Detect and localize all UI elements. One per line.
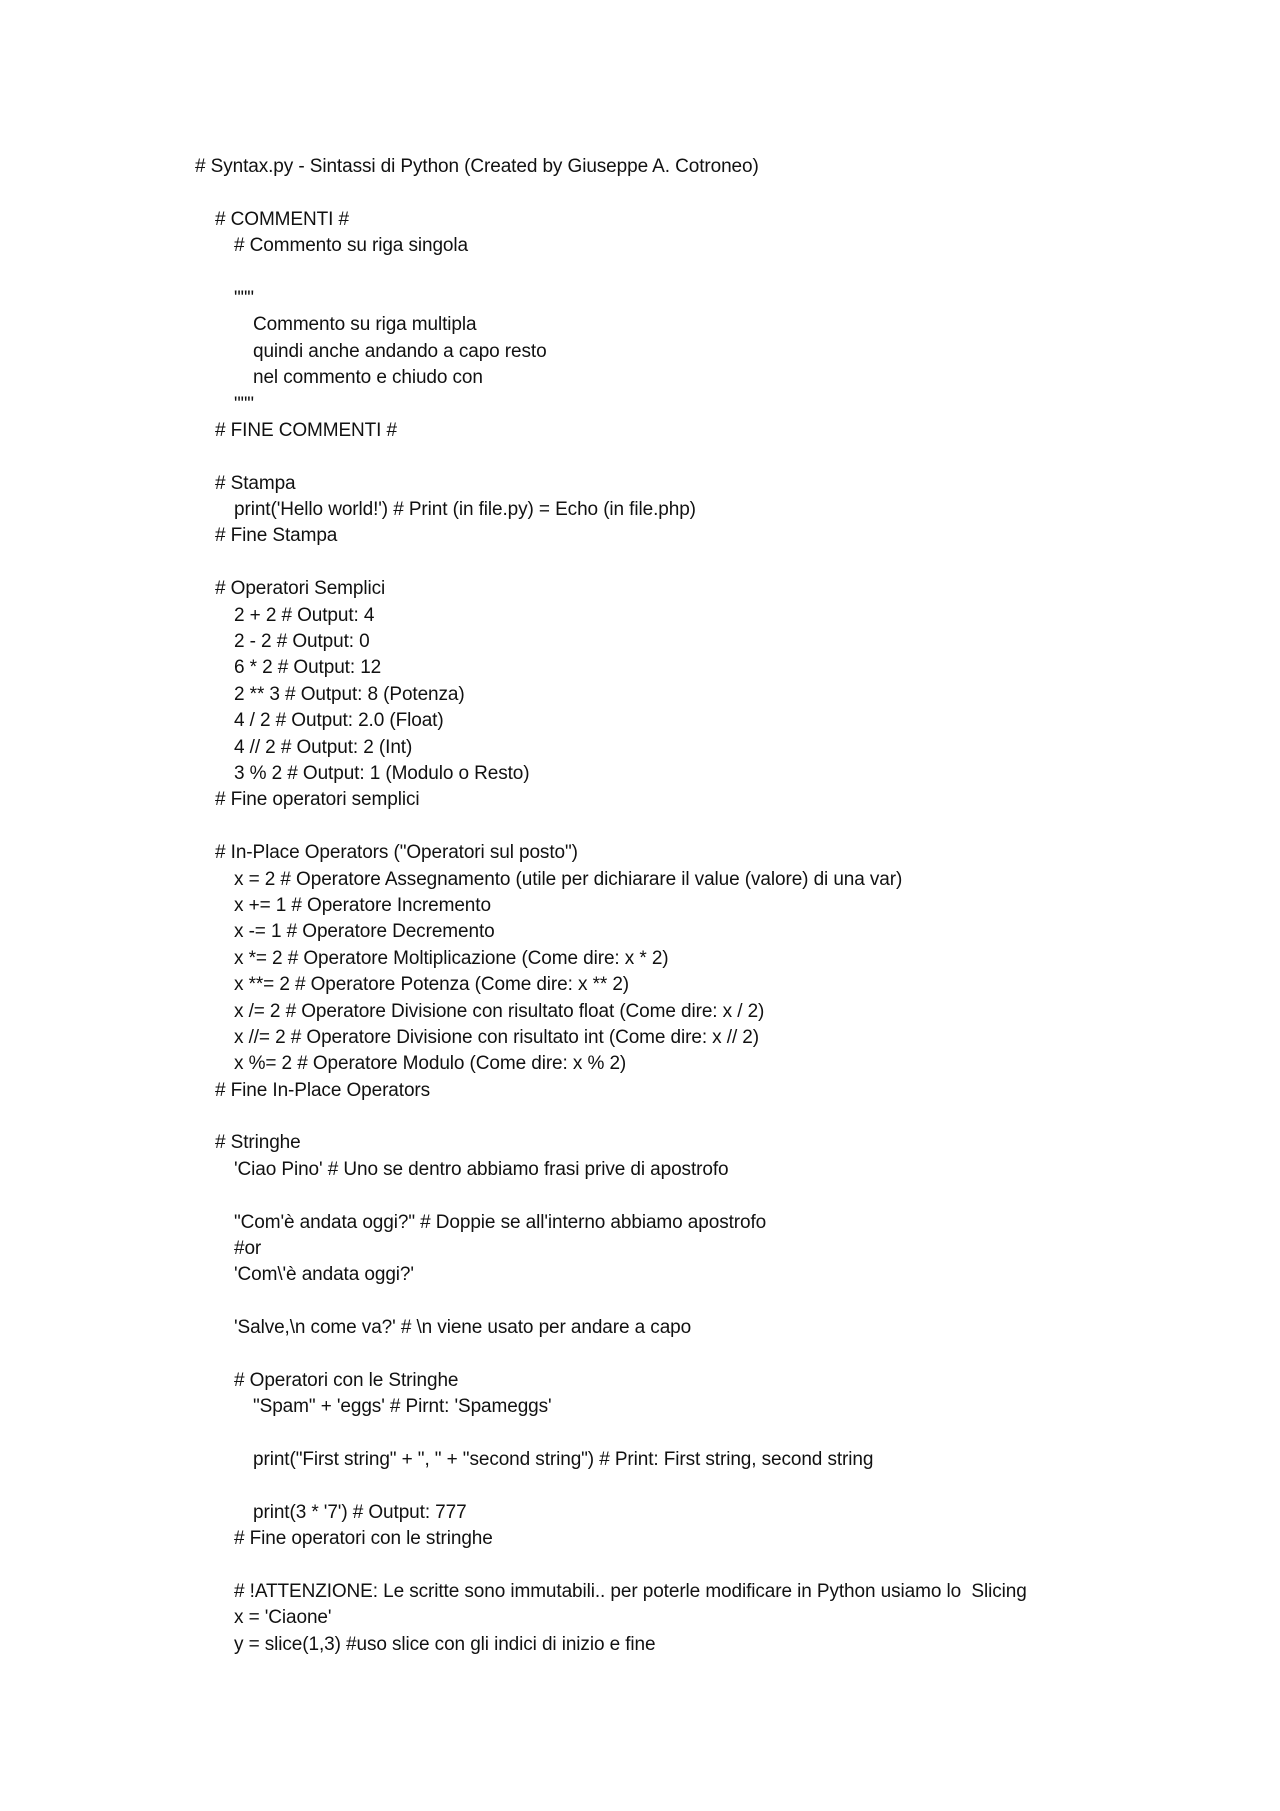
inplace-op-line: x %= 2 # Operatore Modulo (Come dire: x % 2) bbox=[234, 1053, 627, 1075]
strings-section-start: # Stringhe bbox=[215, 1132, 301, 1154]
document-title: # Syntax.py - Sintassi di Python (Created by Giuseppe A. Cotroneo) bbox=[195, 156, 759, 177]
simple-ops-section-end: # Fine operatori semplici bbox=[215, 789, 420, 811]
inplace-op-line: x = 2 # Operatore Assegnamento (utile per dichiarare il value (valore) di una var) bbox=[234, 868, 903, 890]
simple-op-line: 2 + 2 # Output: 4 bbox=[234, 604, 375, 626]
print-section-start: # Stampa bbox=[215, 472, 296, 494]
string-ops-section-end: # Fine operatori con le stringhe bbox=[234, 1528, 493, 1550]
slicing-slice-call: y = slice(1,3) #uso slice con gli indici di inizio e fine bbox=[234, 1633, 656, 1655]
print-section-end: # Fine Stampa bbox=[215, 525, 338, 547]
string-escaped: 'Com\'è andata oggi?' bbox=[234, 1264, 414, 1286]
inplace-op-line: x -= 1 # Operatore Decremento bbox=[234, 921, 495, 943]
blank-line bbox=[195, 814, 1195, 840]
string-newline-example: 'Salve,\n come va?' # \n viene usato per andare a capo bbox=[234, 1317, 692, 1339]
blank-line bbox=[195, 1104, 1195, 1130]
blank-line bbox=[195, 1183, 1195, 1209]
string-print-concat-example: print("First string" + ", " + "second string") # Print: First string, second string bbox=[253, 1449, 874, 1471]
blank-line bbox=[195, 1553, 1195, 1579]
simple-op-line: 4 / 2 # Output: 2.0 (Float) bbox=[234, 710, 444, 732]
comment-close-quotes: """ bbox=[234, 393, 254, 415]
string-double-quotes: "Com'è andata oggi?" # Doppie se all'interno abbiamo apostrofo bbox=[234, 1211, 767, 1233]
comment-multi-line: quindi anche andando a capo resto bbox=[253, 340, 547, 362]
simple-op-line: 2 - 2 # Output: 0 bbox=[234, 631, 370, 653]
inplace-op-line: x += 1 # Operatore Incremento bbox=[234, 894, 491, 916]
comment-single-line: # Commento su riga singola bbox=[234, 235, 468, 257]
string-concat-example: "Spam" + 'eggs' # Pirnt: 'Spameggs' bbox=[253, 1396, 552, 1418]
comment-multi-line: nel commento e chiudo con bbox=[253, 367, 483, 389]
comment-multi-line: Commento su riga multipla bbox=[253, 314, 477, 336]
simple-op-line: 2 ** 3 # Output: 8 (Potenza) bbox=[234, 683, 465, 705]
slicing-warning: # !ATTENZIONE: Le scritte sono immutabili.. per poterle modificare in Python usiamo lo Slicing bbox=[234, 1581, 1027, 1603]
inplace-ops-section-end: # Fine In-Place Operators bbox=[215, 1079, 431, 1101]
blank-line bbox=[195, 180, 1195, 206]
string-single-quotes: 'Ciao Pino' # Uno se dentro abbiamo frasi prive di apostrofo bbox=[234, 1158, 729, 1180]
inplace-op-line: x /= 2 # Operatore Divisione con risultato float (Come dire: x / 2) bbox=[234, 1000, 765, 1022]
string-ops-section-start: # Operatori con le Stringhe bbox=[234, 1369, 459, 1391]
simple-op-line: 6 * 2 # Output: 12 bbox=[234, 657, 382, 679]
blank-line bbox=[195, 444, 1195, 470]
inplace-op-line: x //= 2 # Operatore Divisione con risultato int (Come dire: x // 2) bbox=[234, 1026, 759, 1048]
inplace-op-line: x **= 2 # Operatore Potenza (Come dire: x ** 2) bbox=[234, 974, 630, 996]
blank-line bbox=[195, 550, 1195, 576]
blank-line bbox=[195, 1421, 1195, 1447]
comments-section-start: # COMMENTI # bbox=[215, 208, 349, 230]
blank-line bbox=[195, 1289, 1195, 1315]
string-print-repeat-example: print(3 * '7') # Output: 777 bbox=[253, 1501, 467, 1523]
blank-line bbox=[195, 260, 1195, 286]
inplace-op-line: x *= 2 # Operatore Moltiplicazione (Come dire: x * 2) bbox=[234, 947, 669, 969]
comment-open-quotes: """ bbox=[234, 287, 254, 309]
blank-line bbox=[195, 1474, 1195, 1500]
comments-section-end: # FINE COMMENTI # bbox=[215, 419, 397, 441]
print-example: print('Hello world!') # Print (in file.py) = Echo (in file.php) bbox=[234, 499, 696, 521]
string-or-comment: #or bbox=[234, 1238, 262, 1260]
document-body bbox=[195, 154, 1195, 1658]
simple-ops-section-start: # Operatori Semplici bbox=[215, 578, 386, 600]
inplace-ops-section-start: # In-Place Operators ("Operatori sul posto") bbox=[215, 842, 578, 864]
simple-op-line: 4 // 2 # Output: 2 (Int) bbox=[234, 736, 413, 758]
simple-op-line: 3 % 2 # Output: 1 (Modulo o Resto) bbox=[234, 762, 530, 784]
slicing-assign: x = 'Ciaone' bbox=[234, 1607, 332, 1629]
blank-line bbox=[195, 1342, 1195, 1368]
